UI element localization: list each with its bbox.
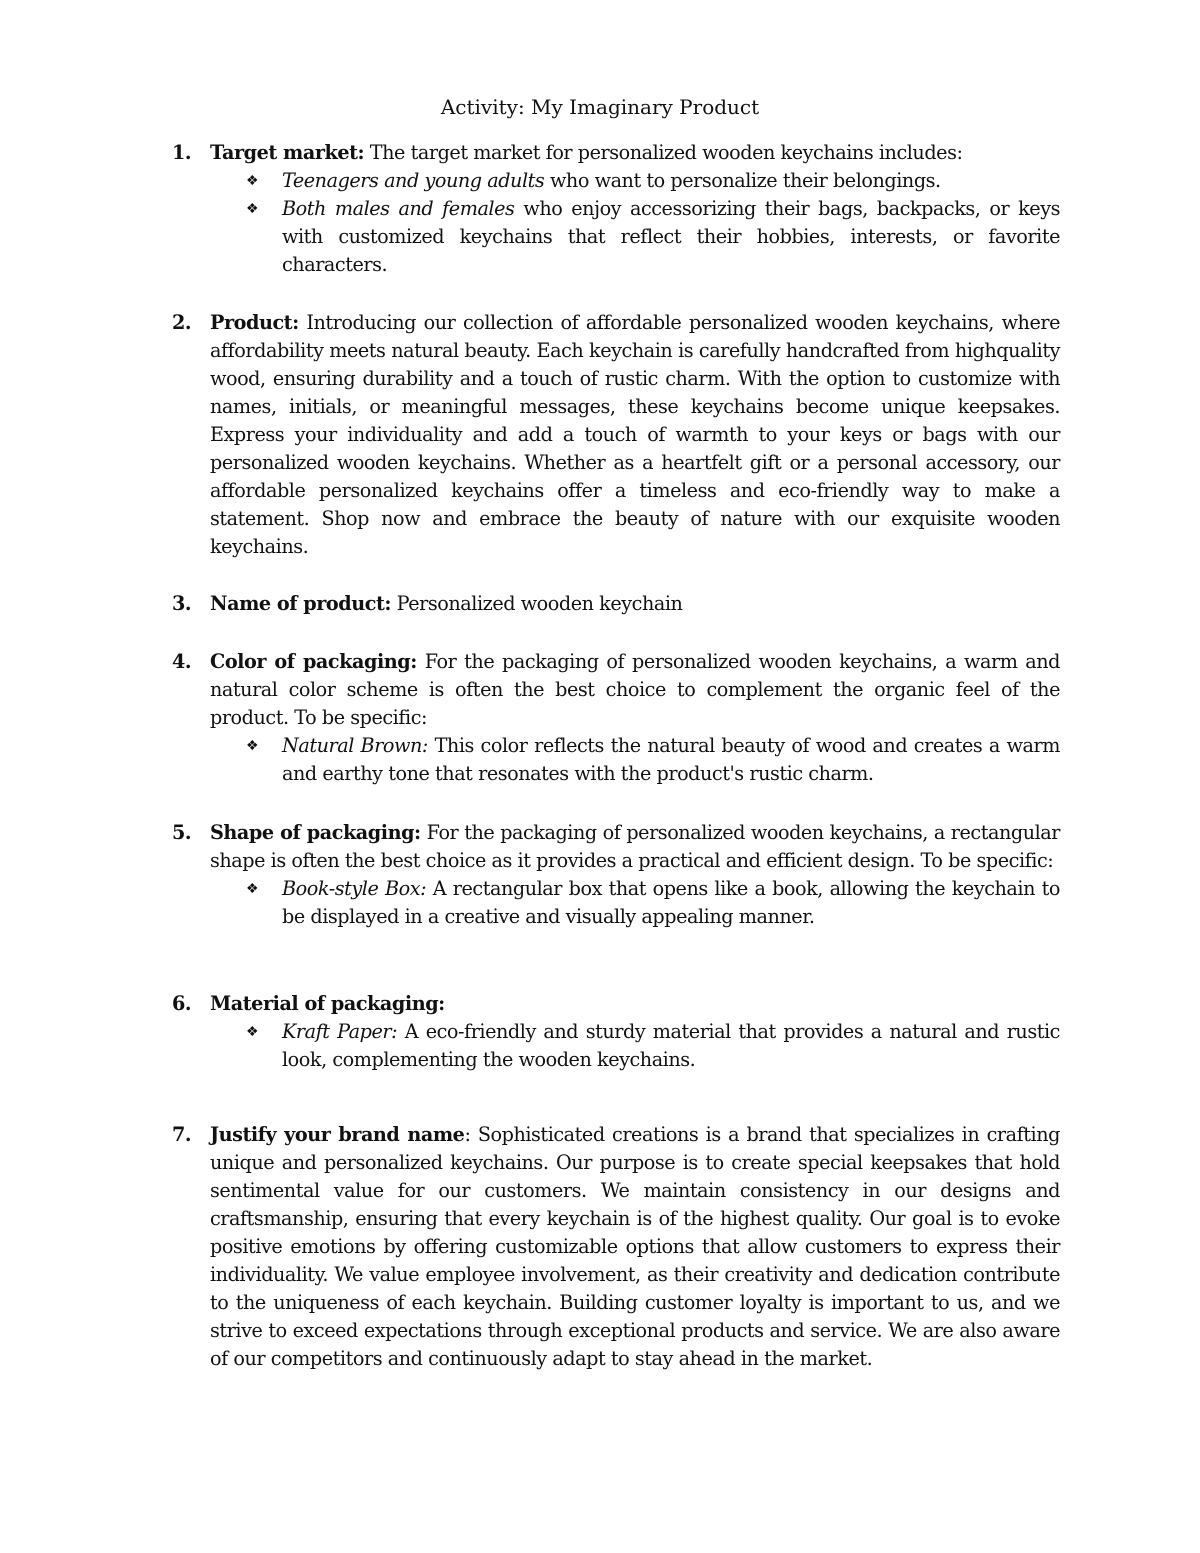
bullet-italic: Book-style Box: [282, 877, 427, 900]
item-paragraph [210, 990, 1060, 1018]
diamond-bullet-icon: ❖ [246, 173, 259, 189]
item-text: The target market for personalized wooden keychains includes: [364, 141, 963, 164]
list-item-justify-brand-name [172, 1121, 1060, 1373]
bullet-text: A eco-friendly and sturdy material that provides a natural and rustic look, complementing the wooden keychains. [282, 1020, 1060, 1071]
diamond-bullet-icon: ❖ [246, 201, 259, 217]
item-label: Name of product: [210, 592, 392, 615]
item-number: 6. [172, 992, 192, 1015]
list-item-product [172, 309, 1060, 561]
item-number: 2. [172, 311, 192, 334]
item-paragraph [210, 139, 1060, 167]
item-label: Target market: [210, 141, 365, 164]
list-item-color-of-packaging [172, 648, 1060, 788]
item-text: Introducing our collection of affordable personalized wooden keychains, where affordability meets natural beauty. Each keychain is carefully handcrafted from highquality wood, ensuring durability and a touch of rustic charm. With the option to customize with names, initials, or meaningful messages, these keychains become unique keepsakes. Express your individuality and add a touch of warmth to your keys or bags with our personalized wooden keychains. Whether as a heartfelt gift or a personal accessory, our affordable personalized keychains offer a timeless and eco-friendly way to make a statement. Shop now and embrace the beauty of nature with our exquisite wooden keychains. [210, 311, 1060, 558]
bullet-item [246, 875, 1061, 931]
item-text: Personalized wooden keychain [391, 592, 683, 615]
bullet-text: who want to personalize their belongings. [544, 169, 941, 192]
page-title: Activity: My Imaginary Product [440, 95, 760, 119]
bullet-italic: Natural Brown: [282, 734, 428, 757]
item-text: For the packaging of personalized wooden keychains, a warm and natural color scheme is often the best choice to complement the organic feel of the product. To be specific: [210, 650, 1060, 729]
item-label: Material of packaging: [210, 992, 445, 1015]
item-number: 1. [172, 141, 192, 164]
item-text: For the packaging of personalized wooden keychains, a rectangular shape is often the best choice as it provides a practical and efficient design. To be specific: [210, 821, 1061, 872]
item-label: Justify your brand name [210, 1123, 465, 1146]
item-text: : Sophisticated creations is a brand that specializes in crafting unique and personalized keychains. Our purpose is to create special keepsakes that hold sentimental value for our customers. We maintain consistency in our designs and craftsmanship, ensuring that every keychain is of the highest quality. Our goal is to evoke positive emotions by offering customizable options that allow customers to express their individuality. We value employee involvement, as their creativity and dedication contribute to the uniqueness of each keychain. Building customer loyalty is important to us, and we strive to exceed expectations through exceptional products and service. We are also aware of our competitors and continuously adapt to stay ahead in the market. [210, 1123, 1060, 1370]
list-item-material-of-packaging [172, 990, 1060, 1074]
item-paragraph [210, 590, 1060, 618]
list-item-target-market [172, 139, 1060, 279]
item-paragraph [210, 819, 1060, 875]
bullet-text: A rectangular box that opens like a book, allowing the keychain to be displayed in a creative and visually appealing manner. [282, 877, 1061, 928]
item-paragraph [210, 309, 1060, 561]
item-paragraph [210, 648, 1060, 732]
item-paragraph [210, 1121, 1060, 1373]
bullet-italic: Teenagers and young adults [282, 169, 545, 192]
item-label: Shape of packaging: [210, 821, 421, 844]
bullet-text: who enjoy accessorizing their bags, backpacks, or keys with customized keychains that reflect their hobbies, interests, or favorite characters. [282, 197, 1060, 276]
bullet-text: This color reflects the natural beauty of wood and creates a warm and earthy tone that resonates with the product's rustic charm. [282, 734, 1060, 785]
list-item-shape-of-packaging [172, 819, 1061, 931]
bullet-item [246, 167, 1060, 195]
bullet-item [246, 195, 1060, 279]
item-label: Product: [210, 311, 299, 334]
item-number: 5. [172, 821, 192, 844]
diamond-bullet-icon: ❖ [246, 1024, 259, 1040]
item-number: 4. [172, 650, 192, 673]
bullet-italic: Both males and females [282, 197, 515, 220]
bullet-item [246, 732, 1060, 788]
bullet-item [246, 1018, 1060, 1074]
list-item-name-of-product [172, 590, 1060, 618]
bullet-italic: Kraft Paper: [282, 1020, 398, 1043]
diamond-bullet-icon: ❖ [246, 738, 259, 754]
diamond-bullet-icon: ❖ [246, 881, 259, 897]
item-number: 7. [172, 1123, 192, 1146]
item-number: 3. [172, 592, 192, 615]
item-label: Color of packaging: [210, 650, 417, 673]
